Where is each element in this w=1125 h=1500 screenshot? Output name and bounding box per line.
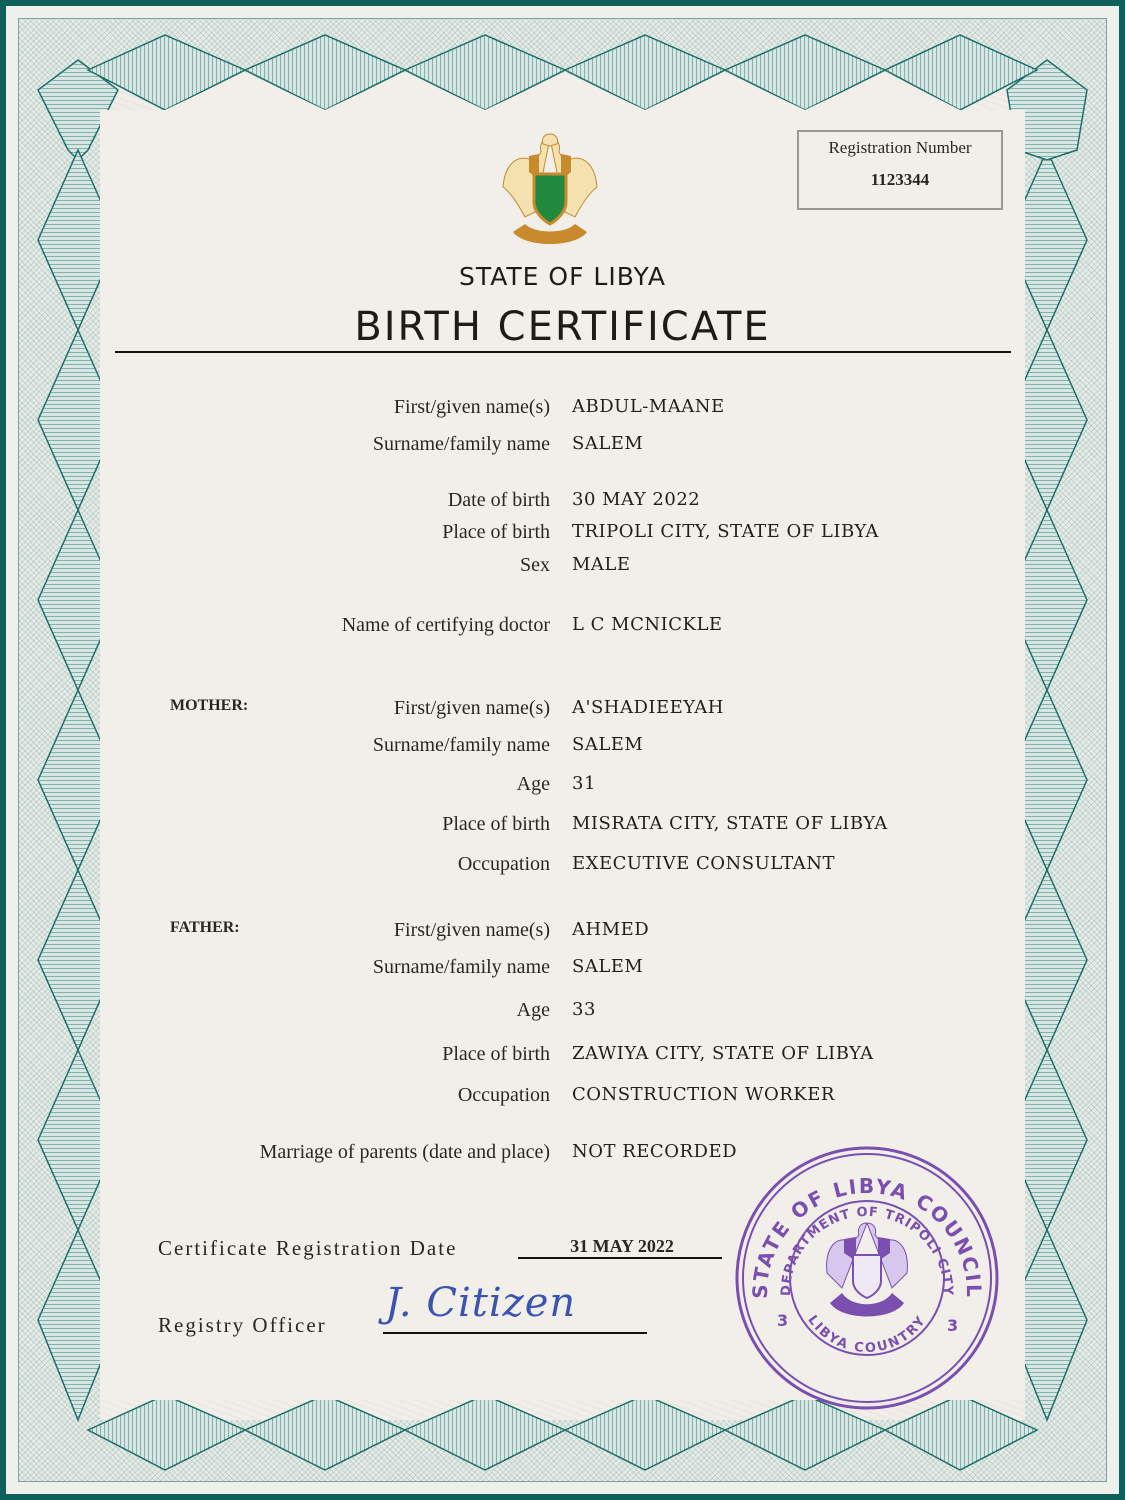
field-label: Place of birth xyxy=(442,1043,550,1065)
child-first-name: ABDUL-MAANE xyxy=(572,396,725,417)
mother-occupation-row xyxy=(150,853,950,881)
father-age: 33 xyxy=(572,999,596,1020)
registration-date-value: 31 MAY 2022 xyxy=(570,1236,674,1256)
document-title: BIRTH CERTIFICATE xyxy=(354,304,771,350)
title-divider xyxy=(115,351,1011,353)
mother-section-label: MOTHER: xyxy=(170,697,249,714)
field-label: First/given name(s) xyxy=(393,396,550,418)
mother-first-name: A'SHADIEEYAH xyxy=(572,697,724,718)
field-label: First/given name(s) xyxy=(393,919,550,941)
registration-date-line xyxy=(518,1257,722,1259)
field-label: Place of birth xyxy=(442,813,550,835)
mother-surname: SALEM xyxy=(572,734,644,755)
signature-line xyxy=(383,1332,647,1334)
field-label: Surname/family name xyxy=(372,734,550,756)
field-label: Date of birth xyxy=(447,489,550,511)
field-label: Age xyxy=(516,999,550,1021)
field-label: Occupation xyxy=(457,1084,550,1106)
svg-text:LIBYA COUNTRY: LIBYA COUNTRY xyxy=(804,1312,930,1357)
svg-text:STATE OF LIBYA COUNCIL: STATE OF LIBYA COUNCIL xyxy=(747,1173,987,1300)
registration-number-label: Registration Number xyxy=(828,138,972,157)
mother-surname-row xyxy=(150,734,950,762)
certifying-doctor: L C MCNICKLE xyxy=(572,614,723,635)
father-first-name-row xyxy=(150,919,950,947)
father-section-label: FATHER: xyxy=(170,919,240,936)
officer-signature: J. Citizen xyxy=(385,1280,577,1326)
field-label: First/given name(s) xyxy=(393,697,550,719)
doctor-row xyxy=(150,614,950,642)
child-pob-row xyxy=(150,521,950,549)
registration-number-box xyxy=(797,130,1003,210)
field-label: Surname/family name xyxy=(372,956,550,978)
svg-text:DEPARTMENT OF TRIPOLI CITY: DEPARTMENT OF TRIPOLI CITY xyxy=(778,1204,956,1297)
mother-first-name-row xyxy=(150,697,950,725)
mother-occupation: EXECUTIVE CONSULTANT xyxy=(572,853,836,874)
svg-text:3: 3 xyxy=(777,1311,789,1330)
field-label: Sex xyxy=(520,554,550,576)
child-pob: TRIPOLI CITY, STATE OF LIBYA xyxy=(572,521,879,542)
mother-pob: MISRATA CITY, STATE OF LIBYA xyxy=(572,813,888,834)
field-label: Place of birth xyxy=(442,521,550,543)
child-dob: 30 MAY 2022 xyxy=(572,489,701,510)
child-surname-row xyxy=(150,433,950,461)
father-pob-row xyxy=(150,1043,950,1071)
field-label: Name of certifying doctor xyxy=(341,614,550,636)
child-sex: MALE xyxy=(572,554,631,575)
mother-age-row xyxy=(150,773,950,801)
official-stamp-seal-icon xyxy=(732,1143,1002,1413)
child-sex-row xyxy=(150,554,950,582)
registration-date-label: Certificate Registration Date xyxy=(158,1236,458,1260)
field-label: Surname/family name xyxy=(372,433,550,455)
father-surname-row xyxy=(150,956,950,984)
registration-number-value: 1123344 xyxy=(870,170,930,189)
issuing-state: STATE OF LIBYA xyxy=(459,262,666,291)
child-dob-row xyxy=(150,489,950,517)
field-label: Age xyxy=(516,773,550,795)
father-age-row xyxy=(150,999,950,1027)
mother-pob-row xyxy=(150,813,950,841)
mother-age: 31 xyxy=(572,773,596,794)
libya-eagle-emblem-icon xyxy=(495,132,605,252)
registry-officer-label: Registry Officer xyxy=(158,1313,327,1337)
father-pob: ZAWIYA CITY, STATE OF LIBYA xyxy=(572,1043,874,1064)
father-first-name: AHMED xyxy=(572,919,650,940)
child-first-name-row xyxy=(150,396,950,424)
svg-text:3: 3 xyxy=(947,1316,959,1335)
father-occupation-row xyxy=(150,1084,950,1112)
father-surname: SALEM xyxy=(572,956,644,977)
child-surname: SALEM xyxy=(572,433,644,454)
field-label: Marriage of parents (date and place) xyxy=(259,1141,550,1163)
field-label: Occupation xyxy=(457,853,550,875)
father-occupation: CONSTRUCTION WORKER xyxy=(572,1084,835,1105)
marriage-value: NOT RECORDED xyxy=(572,1141,738,1162)
